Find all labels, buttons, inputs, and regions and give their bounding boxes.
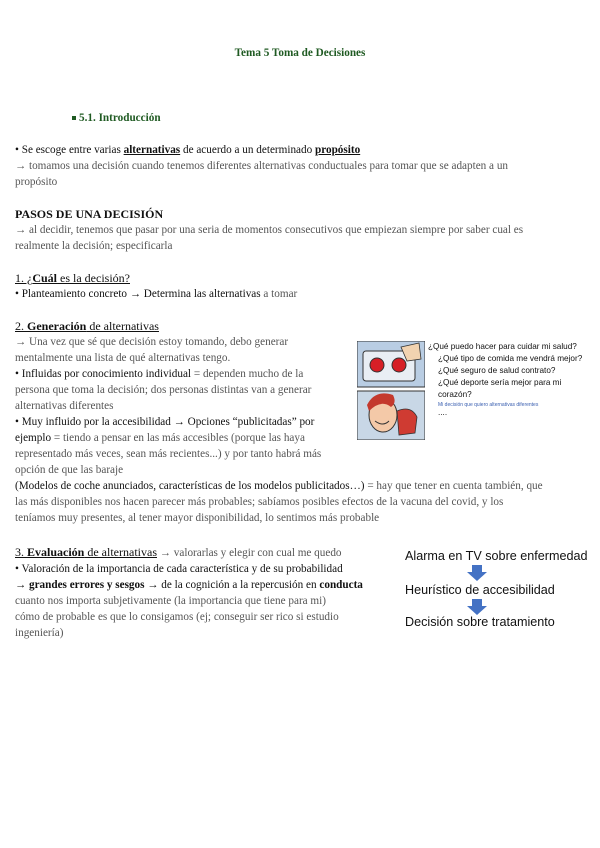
flow-step-decision: Decisión sobre tratamiento (405, 615, 555, 629)
step2-p3-line1: • Muy influido por la accesibilidad → Opciones “publicitadas” por (15, 416, 315, 428)
pasos-line1: → al decidir, tenemos que pasar por una seria de momentos consecutivos que empiezan siempre por saber cual es (15, 224, 524, 236)
health-question-item: Mi decisión que quiero alternativas diferentes (438, 402, 539, 408)
step2-p2-line1: • Influidas por conocimiento individual = dependen mucho de la (15, 368, 304, 380)
step2-p1-line1: → Una vez que sé que decisión estoy tomando, debo generar (15, 336, 289, 348)
step3-heading: 3. Evaluación de alternativas → valorarlas y elegir con cual me quedo (15, 545, 342, 559)
intro-note-line2: propósito (15, 176, 58, 188)
heuristic-flow-diagram (402, 544, 590, 630)
step2-p4-line2: las más disponibles nos hacen parecer más probables; sabíamos posibles efectos de la vacuna del covid, y los (15, 496, 504, 508)
step1-line: • Planteamiento concreto → Determina las alternativas a tomar (15, 288, 298, 300)
step2-p4-line1: (Modelos de coche anunciados, características de los modelos publicitados…) = hay que tener en cuenta también, que (15, 480, 543, 492)
pasos-heading: PASOS DE UNA DECISIÓN (15, 207, 164, 221)
health-questions-box (428, 341, 590, 421)
health-question: ¿Qué puedo hacer para cuidar mi salud? (428, 342, 577, 351)
two-buttons-meme-icon (357, 341, 425, 440)
meme-illustration (357, 341, 425, 440)
step2-heading: 2. Generación de alternativas (15, 319, 159, 333)
step2-p2-line2: persona que toma la decisión; dos personas distintas van a generar (15, 384, 312, 396)
intro-note-line1: → tomamos una decisión cuando tenemos diferentes alternativas conductuales para tomar que se adapten a un (15, 160, 509, 172)
step2-p2-line3: alternativas diferentes (15, 400, 114, 412)
step3-line2: → grandes errores y sesgos → de la cognición a la repercusión en conducta (15, 579, 363, 591)
step2-p1-line2: mentalmente una lista de qué alternativas tengo. (15, 352, 231, 364)
section-heading-intro: 5.1. Introducción (72, 110, 161, 126)
step2-p3-line3: representado más veces, sean más recientes...) y por tanto habrá más (15, 448, 322, 460)
down-arrow-icon (467, 599, 487, 615)
step1-heading: 1. ¿Cuál es la decisión? (15, 271, 130, 285)
flow-step-alarm: Alarma en TV sobre enfermedad (405, 549, 588, 563)
step3-line5: ingeniería) (15, 627, 64, 639)
intro-bullet: • Se escoge entre varias alternativas de acuerdo a un determinado propósito (15, 144, 361, 156)
step2-p3-line2: ejemplo = tiendo a pensar en las más accesibles (porque las haya (15, 432, 305, 444)
health-question-item: .... (438, 408, 448, 417)
health-question-item: ¿Qué deporte sería mejor para mi corazón? (438, 378, 562, 399)
step3-line3: cuanto nos importa subjetivamente (la importancia que tiene para mi) (15, 595, 326, 607)
health-question-item: ¿Qué tipo de comida me vendrá mejor? (438, 354, 583, 363)
step2-p3-line4: opción de que las baraje (15, 464, 124, 476)
step3-line4: cómo de probable es que lo consigamos (ej; conseguir ser rico si estudio (15, 611, 339, 623)
pasos-line2: realmente la decisión; especificarla (15, 240, 173, 252)
down-arrow-icon (467, 565, 487, 581)
step3-line1: • Valoración de la importancia de cada característica y de su probabilidad (15, 563, 343, 575)
page-title: Tema 5 Toma de Decisiones (234, 47, 366, 59)
health-question-item: ¿Qué seguro de salud contrato? (438, 366, 556, 375)
flow-step-heuristic: Heurístico de accesibilidad (405, 583, 555, 597)
bullet-square-icon (72, 116, 76, 120)
step2-p4-line3: teníamos muy presentes, al tener mayor disponibilidad, lo sentimos más probable (15, 512, 380, 524)
